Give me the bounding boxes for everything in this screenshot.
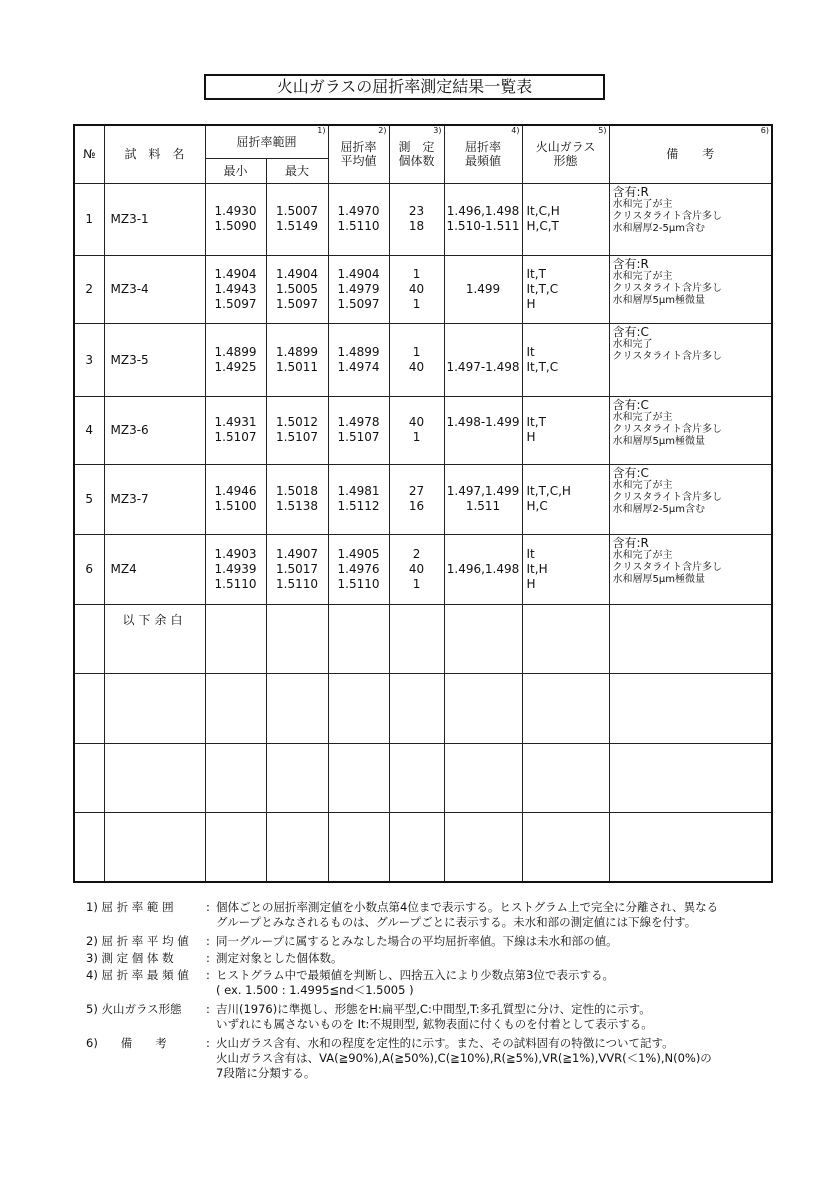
morphology-value: It,H <box>526 561 548 576</box>
table-row <box>74 323 772 396</box>
empty-cell <box>389 604 444 673</box>
empty-cell <box>74 743 104 812</box>
page-title: 火山ガラスの屈折率測定結果一覧表 <box>204 74 605 100</box>
ri-max-value: 1.5138 <box>276 499 318 513</box>
morphology-value: H,C,T <box>526 219 559 233</box>
ri-mean-value: 1.5112 <box>337 499 380 513</box>
table-row <box>74 183 772 255</box>
sample-name: MZ4 <box>104 534 205 604</box>
morphology-value: It,T,C,H <box>526 484 571 498</box>
ri-mode-value: 1.498-1.499 <box>446 415 520 429</box>
footnote-line: いずれにも属さないものを It:不規則型, 鉱物表面に付くものを付着として表示する。 <box>216 1017 653 1031</box>
morphology-value: It,T,C <box>526 281 559 296</box>
remarks-line: クリスタライト含片多し <box>612 561 723 573</box>
remainder-label: 以下余白 <box>104 604 205 673</box>
ri-max <box>266 396 328 464</box>
sample-name: MZ3-1 <box>104 183 205 255</box>
ri-min-value: 1.4946 <box>214 484 257 498</box>
empty-cell <box>609 812 772 882</box>
ri-mean-value: 1.4899 <box>337 344 380 359</box>
remarks-content: 含有:C <box>612 324 649 339</box>
ri-max-value: 1.4904 <box>276 266 318 281</box>
remarks-line: クリスタライト含片多し <box>612 491 723 503</box>
ri-mean-value: 1.4981 <box>337 484 380 498</box>
footnote-line: 吉川(1976)に準拠し、形態をH:扁平型,C:中間型,T:多孔質型に分け、定性的に示す。 <box>216 1002 651 1016</box>
header-mode-line: 屈折率 <box>465 140 502 155</box>
ri-max <box>266 323 328 396</box>
footnote-line: 火山ガラス含有、水和の程度を定性的に示す。また、その試料固有の特徴について記す。 <box>216 1036 674 1050</box>
table-row <box>74 464 772 534</box>
remarks-line: 水和層厚5μm極微量 <box>612 573 705 585</box>
count-value: 40 <box>408 561 425 576</box>
ri-max <box>266 183 328 255</box>
empty-row <box>74 604 772 673</box>
footnote <box>86 1036 786 1081</box>
count-value: 16 <box>408 499 425 513</box>
remarks-line: 水和完了が主 <box>612 270 673 282</box>
empty-cell <box>205 812 266 882</box>
footnote-label: 3) 測 定 個 体 数 <box>86 951 174 965</box>
row-number: 3 <box>74 323 104 396</box>
header-sample-name: 試 料 名 <box>104 125 205 183</box>
remarks-line: クリスタライト含片多し <box>612 282 723 294</box>
count-value: 18 <box>408 219 425 233</box>
ri-min <box>205 323 266 396</box>
row-number: 1 <box>74 183 104 255</box>
footnote-line: グループとみなされるものは、グループごとに表示する。未水和部の測定値には下線を付す。 <box>216 915 697 929</box>
morphology-value: It,T,C <box>526 359 559 374</box>
header-count: 測 定 個体数 3) <box>389 125 444 183</box>
empty-cell <box>205 604 266 673</box>
remarks-line: クリスタライト含片多し <box>612 350 723 362</box>
empty-cell <box>104 812 205 882</box>
footnote-line: 同一グループに属するとみなした場合の平均屈折率値。下線は未水和部の値。 <box>216 934 618 948</box>
header-ri-mode: 屈折率 最頻値 4) <box>444 125 522 183</box>
footnote-line: 7段階に分類する。 <box>216 1066 316 1080</box>
count <box>389 255 444 323</box>
header-mode-line: 最頻値 <box>465 154 502 169</box>
row-number: 6 <box>74 534 104 604</box>
remarks-content: 含有:C <box>612 465 649 480</box>
count <box>389 183 444 255</box>
row-number: 5 <box>74 464 104 534</box>
empty-cell <box>609 673 772 743</box>
empty-cell <box>389 673 444 743</box>
ri-min-value: 1.4925 <box>214 359 257 374</box>
ri-min-value: 1.5097 <box>214 296 257 311</box>
ri-min <box>205 255 266 323</box>
count <box>389 464 444 534</box>
footnotes <box>86 900 786 1081</box>
ri-max-value: 1.5011 <box>276 359 318 374</box>
ri-min-value: 1.4904 <box>214 266 257 281</box>
ri-mode <box>444 396 522 464</box>
header-mean-line: 屈折率 <box>340 140 377 155</box>
empty-cell <box>266 743 328 812</box>
remarks <box>609 396 772 464</box>
count <box>389 396 444 464</box>
remarks-content: 含有:C <box>612 397 649 412</box>
footnote <box>86 1002 786 1032</box>
table-row <box>74 255 772 323</box>
footnote-text <box>216 900 718 930</box>
ri-mode-value: 1.497,1.499 <box>446 484 520 498</box>
ri-max-value: 1.5107 <box>276 430 318 444</box>
empty-cell <box>328 812 389 882</box>
footnote-text <box>216 934 618 949</box>
ri-mean-value: 1.5110 <box>337 576 380 591</box>
footnote-line: 測定対象とした個体数。 <box>216 951 343 965</box>
ri-min-value: 1.5107 <box>214 430 257 444</box>
header-ri-range: 屈折率範囲 1) <box>205 125 328 158</box>
footnote <box>86 968 786 998</box>
empty-cell <box>104 743 205 812</box>
ri-mean <box>328 255 389 323</box>
ri-max-value: 1.5005 <box>276 281 318 296</box>
header-max: 最大 <box>266 158 328 183</box>
ri-mode-value <box>445 577 522 592</box>
ri-min-value: 1.4930 <box>214 204 257 218</box>
empty-cell <box>609 604 772 673</box>
count-value: 1 <box>412 266 421 281</box>
ri-min-value: 1.5100 <box>214 499 257 513</box>
ri-mode <box>444 323 522 396</box>
header-count-line: 個体数 <box>398 154 435 169</box>
morphology <box>522 255 609 323</box>
ri-max-value: 1.5097 <box>276 296 318 311</box>
sample-name: MZ3-7 <box>104 464 205 534</box>
ri-mean-value: 1.5107 <box>337 430 380 444</box>
footnote <box>86 934 786 949</box>
empty-cell <box>205 673 266 743</box>
sample-name: MZ3-4 <box>104 255 205 323</box>
ri-min <box>205 183 266 255</box>
empty-cell <box>389 812 444 882</box>
footnote-text <box>216 1002 653 1032</box>
ri-max <box>266 464 328 534</box>
empty-cell <box>266 812 328 882</box>
remarks-content: 含有:R <box>612 184 649 199</box>
footnote-label: 4) 屈 折 率 最 頻 値 <box>86 968 189 982</box>
ri-min-value: 1.4903 <box>214 546 257 561</box>
count-value: 1 <box>412 576 421 591</box>
count-value: 23 <box>408 204 425 218</box>
remarks-line: 水和完了が主 <box>612 479 673 491</box>
footnote-label: 6) 備 考 <box>86 1036 167 1050</box>
remarks-line: クリスタライト含片多し <box>612 423 723 435</box>
footnote-label: 1) 屈 折 率 範 囲 <box>86 900 174 914</box>
ri-min-value: 1.5090 <box>214 219 257 233</box>
remarks-line: 水和層厚5μm極微量 <box>612 435 705 447</box>
count-value: 1 <box>412 344 421 359</box>
remarks-line: 水和完了 <box>612 338 653 350</box>
remarks-content: 含有:R <box>612 535 649 550</box>
sample-name: MZ3-5 <box>104 323 205 396</box>
footnote-colon: : <box>206 951 210 965</box>
morphology-value: H,C <box>526 499 548 513</box>
empty-cell <box>328 673 389 743</box>
ri-max-value: 1.5012 <box>276 415 318 429</box>
footnote-text <box>216 968 614 998</box>
remarks <box>609 323 772 396</box>
morphology <box>522 183 609 255</box>
header-morph-line: 形態 <box>553 154 578 169</box>
empty-cell <box>74 604 104 673</box>
empty-cell <box>522 743 609 812</box>
ri-mean-value: 1.4979 <box>337 281 380 296</box>
remarks <box>609 183 772 255</box>
empty-cell <box>74 673 104 743</box>
empty-cell <box>444 743 522 812</box>
ri-max-value: 1.5007 <box>276 204 318 218</box>
table-row <box>74 534 772 604</box>
morphology-value: It,C,H <box>526 204 560 218</box>
morphology-value: It,T <box>526 266 546 281</box>
morphology <box>522 396 609 464</box>
ri-mean-value: 1.5097 <box>337 296 380 311</box>
count-value: 40 <box>408 415 425 429</box>
count <box>389 534 444 604</box>
empty-cell <box>74 812 104 882</box>
empty-cell <box>328 604 389 673</box>
morphology <box>522 323 609 396</box>
count-value: 2 <box>412 546 421 561</box>
results-table <box>73 124 773 883</box>
empty-cell <box>444 604 522 673</box>
footnote <box>86 900 786 930</box>
ri-min-value: 1.4939 <box>214 561 257 576</box>
remarks-line: 水和層厚2-5μm含む <box>612 222 705 234</box>
sample-name: MZ3-6 <box>104 396 205 464</box>
ri-mean <box>328 183 389 255</box>
table-row <box>74 396 772 464</box>
morphology <box>522 534 609 604</box>
row-number: 2 <box>74 255 104 323</box>
remarks-line: 水和完了が主 <box>612 198 673 210</box>
footnote-colon: : <box>206 968 210 982</box>
ri-mean-value: 1.5110 <box>337 219 380 233</box>
remarks-line: 水和完了が主 <box>612 411 673 423</box>
remarks-line: 水和層厚2-5μm含む <box>612 503 705 515</box>
ri-mode-value <box>445 430 522 445</box>
header-no: № <box>74 125 104 183</box>
footnote-label: 5) 火山ガラス形態 <box>86 1002 182 1016</box>
ri-max-value: 1.5017 <box>276 561 318 576</box>
ri-min-value: 1.5110 <box>214 576 257 591</box>
morphology-value: It <box>526 546 535 561</box>
ri-mean-value: 1.4974 <box>337 359 380 374</box>
ri-mode-value <box>445 547 522 562</box>
ri-mean-value: 1.4904 <box>337 266 380 281</box>
ri-mode-value <box>445 345 522 360</box>
empty-row <box>74 812 772 882</box>
count-value: 27 <box>408 484 425 498</box>
empty-cell <box>266 604 328 673</box>
remarks-content: 含有:R <box>612 256 649 271</box>
footnote-label: 2) 屈 折 率 平 均 値 <box>86 934 189 948</box>
count <box>389 323 444 396</box>
ri-mean-value: 1.4905 <box>337 546 380 561</box>
ri-max-value: 1.5018 <box>276 484 318 498</box>
empty-row <box>74 673 772 743</box>
ri-mode <box>444 464 522 534</box>
ri-min-value: 1.4943 <box>214 281 257 296</box>
ri-max-value: 1.5149 <box>276 219 318 233</box>
footnote-colon: : <box>206 1002 210 1016</box>
header-min: 最小 <box>205 158 266 183</box>
remarks-line: 水和完了が主 <box>612 549 673 561</box>
footnote-text <box>216 951 343 966</box>
empty-cell <box>609 743 772 812</box>
ri-mode <box>444 534 522 604</box>
footnote-text <box>216 1036 712 1081</box>
count-value: 40 <box>408 359 425 374</box>
ri-mode-value <box>445 267 522 282</box>
footnote-line: ヒストグラム中で最頻値を判断し、四捨五入により少数点第3位で表示する。 <box>216 968 614 982</box>
empty-cell <box>522 673 609 743</box>
morphology-value: H <box>526 430 536 444</box>
ri-mode-value: 1.499 <box>465 281 501 296</box>
ri-max-value: 1.4899 <box>276 344 318 359</box>
count-value: 1 <box>412 296 421 311</box>
footnote <box>86 951 786 966</box>
empty-cell <box>266 673 328 743</box>
ri-max <box>266 534 328 604</box>
ri-mode <box>444 255 522 323</box>
empty-cell <box>444 812 522 882</box>
remarks <box>609 255 772 323</box>
ri-mean <box>328 323 389 396</box>
footnote-colon: : <box>206 1036 210 1050</box>
footnote-line: 個体ごとの屈折率測定値を小数点第4位まで表示する。ヒストグラム上で完全に分離され、異なる <box>216 900 719 914</box>
footnote-line: 火山ガラス含有は、VA(≧90%),A(≧50%),C(≧10%),R(≧5%),VR(≧1%),VVR(＜1%),N(0%)の <box>216 1051 712 1065</box>
footnote-line: ( ex. 1.500 : 1.4995≦nd＜1.5005 ) <box>216 983 414 997</box>
count-value: 1 <box>412 430 421 444</box>
empty-cell <box>205 743 266 812</box>
empty-cell <box>328 743 389 812</box>
header-morph-line: 火山ガラス <box>535 140 596 155</box>
ri-mean <box>328 534 389 604</box>
remarks-line: 水和層厚5μm極微量 <box>612 294 705 306</box>
ri-min <box>205 464 266 534</box>
morphology <box>522 464 609 534</box>
empty-cell <box>522 812 609 882</box>
morphology-value: H <box>526 576 536 591</box>
ri-max <box>266 255 328 323</box>
row-number: 4 <box>74 396 104 464</box>
empty-cell <box>104 673 205 743</box>
ri-mode-value: 1.496,1.498 <box>446 561 520 576</box>
footnote-colon: : <box>206 900 210 914</box>
empty-cell <box>522 604 609 673</box>
ri-mean-value: 1.4970 <box>337 204 380 218</box>
ri-mean <box>328 464 389 534</box>
remarks <box>609 534 772 604</box>
empty-cell <box>389 743 444 812</box>
header-mean-line: 平均値 <box>340 154 377 169</box>
ri-mode-value: 1.497-1.498 <box>446 359 520 374</box>
remarks <box>609 464 772 534</box>
ri-min <box>205 396 266 464</box>
ri-mode-value <box>445 297 522 312</box>
header-count-line: 測 定 <box>398 140 435 155</box>
ri-min-value: 1.4899 <box>214 344 257 359</box>
ri-mean-value: 1.4978 <box>337 415 380 429</box>
ri-min-value: 1.4931 <box>214 415 257 429</box>
ri-max-value: 1.4907 <box>276 546 318 561</box>
ri-mean <box>328 396 389 464</box>
count-value: 40 <box>408 281 425 296</box>
footnote-colon: : <box>206 934 210 948</box>
remarks-line: クリスタライト含片多し <box>612 210 723 222</box>
morphology-value: H <box>526 296 536 311</box>
header-morphology: 火山ガラス 形態 5) <box>522 125 609 183</box>
empty-cell <box>444 673 522 743</box>
ri-max-value: 1.5110 <box>276 576 318 591</box>
ri-mode-value: 1.510-1.511 <box>446 219 520 233</box>
morphology-value: It,T <box>526 415 546 429</box>
ri-mode-value: 1.511 <box>465 499 501 513</box>
morphology-value: It <box>526 344 535 359</box>
ri-mean-value: 1.4976 <box>337 561 380 576</box>
ri-mode-value: 1.496,1.498 <box>446 204 520 218</box>
header-remarks: 備 考 6) <box>609 125 772 183</box>
empty-row <box>74 743 772 812</box>
header-ri-mean: 屈折率 平均値 2) <box>328 125 389 183</box>
ri-min <box>205 534 266 604</box>
ri-mode <box>444 183 522 255</box>
